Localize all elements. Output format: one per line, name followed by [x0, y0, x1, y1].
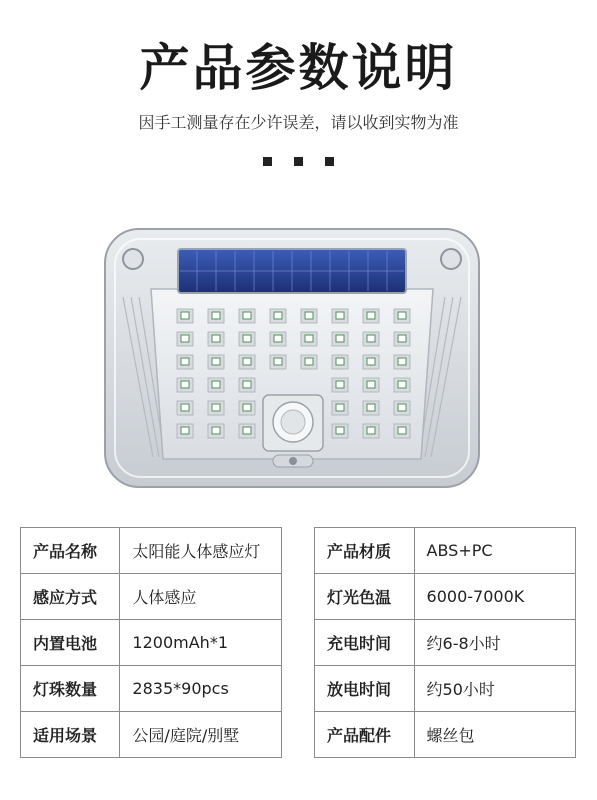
led-bead-core	[305, 312, 313, 319]
spec-row	[21, 574, 282, 620]
led-bead-core	[367, 427, 375, 434]
led-bead-core	[367, 312, 375, 319]
spec-row	[21, 666, 282, 712]
spec-value: 太阳能人体感应灯	[120, 528, 282, 574]
led-bead-core	[181, 335, 189, 342]
spec-row	[21, 620, 282, 666]
led-bead-core	[274, 335, 282, 342]
led-bead-core	[181, 358, 189, 365]
spec-label: 灯光色温	[315, 574, 415, 620]
spec-row	[315, 528, 576, 574]
spec-value: ABS+PC	[414, 528, 575, 574]
led-bead-core	[367, 404, 375, 411]
led-bead-core	[274, 358, 282, 365]
spec-label: 适用场景	[21, 712, 120, 758]
led-bead-core	[212, 381, 220, 388]
led-bead-core	[243, 312, 251, 319]
spec-value: 2835*90pcs	[120, 666, 282, 712]
led-bead-core	[212, 427, 220, 434]
led-bead-core	[367, 358, 375, 365]
led-bead-core	[367, 381, 375, 388]
led-bead-core	[398, 358, 406, 365]
led-bead-core	[274, 312, 282, 319]
spec-value: 1200mAh*1	[120, 620, 282, 666]
led-bead-core	[336, 358, 344, 365]
spec-value: 螺丝包	[414, 712, 575, 758]
led-bead-core	[305, 335, 313, 342]
divider-dots	[0, 157, 597, 166]
led-bead-core	[398, 312, 406, 319]
led-bead-core	[243, 404, 251, 411]
spec-table-right	[314, 527, 576, 758]
spec-label: 产品配件	[315, 712, 415, 758]
spec-row	[315, 620, 576, 666]
led-bead-core	[212, 358, 220, 365]
spec-row	[315, 574, 576, 620]
led-bead-core	[181, 381, 189, 388]
spec-table-left	[20, 527, 282, 758]
spec-label: 产品名称	[21, 528, 120, 574]
solar-sensor-light-image	[103, 227, 481, 492]
dot	[325, 157, 334, 166]
led-bead-core	[243, 358, 251, 365]
spec-value: 约50小时	[414, 666, 575, 712]
spec-label: 内置电池	[21, 620, 120, 666]
page-subtitle: 因手工测量存在少许误差，请以收到实物为准	[138, 113, 459, 132]
page-title: 产品参数说明	[139, 39, 458, 97]
spec-value: 人体感应	[120, 574, 282, 620]
led-bead-core	[243, 381, 251, 388]
spec-value: 公园/庭院/别墅	[120, 712, 282, 758]
led-bead-core	[243, 335, 251, 342]
led-bead-core	[305, 358, 313, 365]
spec-value: 6000-7000K	[414, 574, 575, 620]
led-bead-core	[398, 404, 406, 411]
led-bead-core	[367, 335, 375, 342]
led-bead-core	[243, 427, 251, 434]
spec-label: 感应方式	[21, 574, 120, 620]
spec-row	[21, 712, 282, 758]
spec-label: 灯珠数量	[21, 666, 120, 712]
spec-row	[21, 528, 282, 574]
led-bead-core	[398, 427, 406, 434]
led-bead-core	[181, 404, 189, 411]
spec-value: 约6-8小时	[414, 620, 575, 666]
led-bead-core	[181, 427, 189, 434]
led-bead-core	[212, 335, 220, 342]
spec-row	[315, 666, 576, 712]
led-bead-core	[398, 381, 406, 388]
led-bead-core	[212, 312, 220, 319]
led-bead-core	[336, 381, 344, 388]
led-bead-core	[181, 312, 189, 319]
spec-label: 放电时间	[315, 666, 415, 712]
led-bead-core	[212, 404, 220, 411]
led-bead-core	[336, 312, 344, 319]
led-bead-core	[336, 404, 344, 411]
spec-row	[315, 712, 576, 758]
led-bead-core	[398, 335, 406, 342]
spec-label: 产品材质	[315, 528, 415, 574]
led-bead-core	[336, 335, 344, 342]
led-bead-core	[336, 427, 344, 434]
spec-label: 充电时间	[315, 620, 415, 666]
dot	[263, 157, 272, 166]
dot	[294, 157, 303, 166]
